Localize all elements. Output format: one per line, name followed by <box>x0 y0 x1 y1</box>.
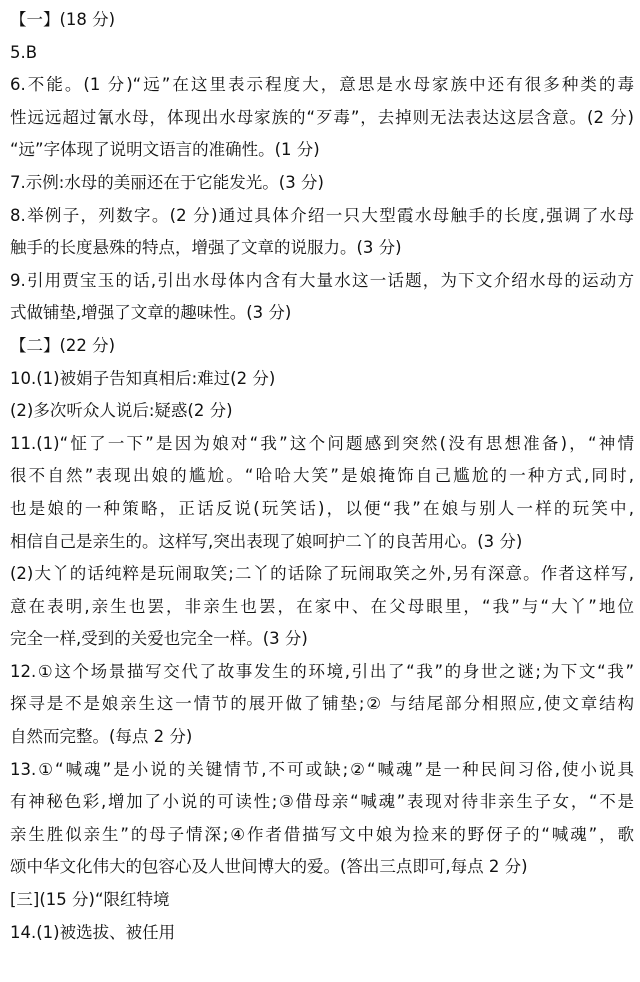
document-line: 自然而完整。(每点 2 分) <box>10 727 193 747</box>
document-line: 意在表明,亲生也罢，非亲生也罢，在家中、在父母眼里，“我”与“大丫”地位 <box>10 596 634 616</box>
document-line: 有神秘色彩,增加了小说的可读性;③借母亲“喊魂”表现对待非亲生子女，“不是 <box>10 792 634 812</box>
document-line: [三](15 分)“限红特境 <box>10 890 170 910</box>
document-line: 11.(1)“怔了一下”是因为娘对“我”这个问题感到突然(没有思想准备)，“神情 <box>10 433 634 453</box>
document-line: (2)多次听众人说后:疑惑(2 分) <box>10 401 233 421</box>
document-line: 探寻是不是娘亲生这一情节的展开做了铺垫;② 与结尾部分相照应,使文章结构 <box>10 694 634 714</box>
answer-key-document <box>10 4 634 949</box>
document-line: 相信自己是亲生的。这样写,突出表现了娘呵护二丫的良苦用心。(3 分) <box>10 531 523 551</box>
document-line: 13.①“喊魂”是小说的关键情节,不可或缺;②“喊魂”是一种民间习俗,使小说具 <box>10 759 634 779</box>
document-line: 【一】(18 分) <box>10 10 116 29</box>
document-line: 式做铺垫,增强了文章的趣味性。(3 分) <box>10 303 292 323</box>
document-line: 【二】(22 分) <box>10 335 116 355</box>
document-line: 也是娘的一种策略，正话反说(玩笑话)，以便“我”在娘与别人一样的玩笑中, <box>10 498 634 518</box>
document-line: (2)大丫的话纯粹是玩闹取笑;二丫的话除了玩闹取笑之外,另有深意。作者这样写, <box>10 564 634 584</box>
document-line: 9.引用贾宝玉的话,引出水母体内含有大量水这一话题，为下文介绍水母的运动方 <box>10 270 634 290</box>
document-line: 14.(1)被选拔、被任用 <box>10 922 176 942</box>
document-line: 触手的长度悬殊的特点，增强了文章的说服力。(3 分) <box>10 238 402 258</box>
document-line: “远”字体现了说明文语言的准确性。(1 分) <box>10 140 320 160</box>
document-line: 颂中华文化伟大的包容心及人世间博大的爱。(答出三点即可,每点 2 分) <box>10 857 528 877</box>
document-line: 8.举例子，列数字。(2 分)通过具体介绍一只大型霞水母触手的长度,强调了水母 <box>10 205 634 225</box>
document-line: 10.(1)被娟子告知真相后:难过(2 分) <box>10 368 276 388</box>
document-line: 5.B <box>10 42 38 62</box>
document-line: 很不自然”表现出娘的尴尬。“哈哈大笑”是娘掩饰自己尴尬的一种方式,同时, <box>10 466 634 486</box>
document-line: 6.不能。(1 分)“远”在这里表示程度大，意思是水母家族中还有很多种类的毒 <box>10 75 634 95</box>
document-line: 亲生胜似亲生”的母子情深;④作者借描写文中娘为捡来的野伢子的“喊魂”，歌 <box>10 824 634 844</box>
document-line: 7.示例:水母的美丽还在于它能发光。(3 分) <box>10 172 324 192</box>
document-line: 12.①这个场景描写交代了故事发生的环境,引出了“我”的身世之谜;为下文“我” <box>10 661 634 681</box>
document-line: 完全一样,受到的关爱也完全一样。(3 分) <box>10 629 308 649</box>
document-line: 性远远超过氰水母，体现出水母家族的“歹毒”，去掉则无法表达这层含意。(2 分) <box>10 107 634 127</box>
